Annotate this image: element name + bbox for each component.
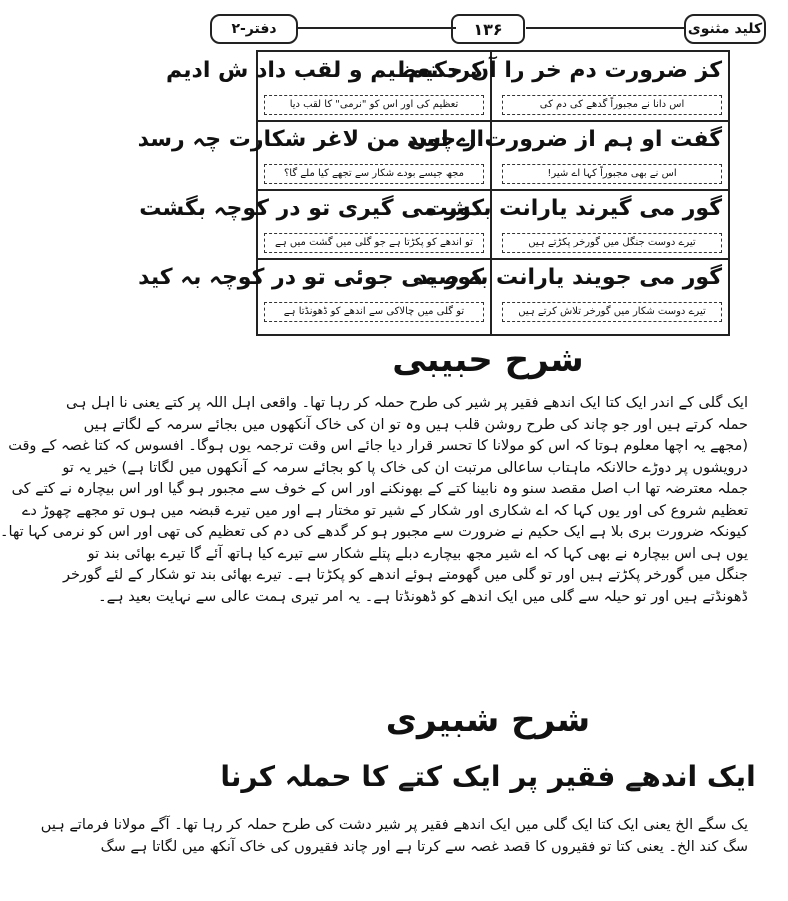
verse-text: کور می گیری تو در کوچہ بگشت xyxy=(139,196,484,221)
page-header xyxy=(210,14,766,44)
text-line: یک سگے الخ یعنی ایک کتا ایک گلی میں ایک اندھے فقیر پر شیر دشت کی طرح حملہ کر رہا تھا۔ آگے مولانا فرماتے ہیں xyxy=(40,817,748,833)
header-rule-right xyxy=(526,27,686,29)
verse-text: کز ضرورت دم خر را آں حکیم xyxy=(407,58,722,83)
page-number: ۱۳۶ xyxy=(451,14,525,44)
verse-cell-right xyxy=(425,190,728,259)
verse-row xyxy=(137,121,728,190)
verse-table xyxy=(137,50,730,336)
verse-row xyxy=(139,190,728,259)
verse-text: گفت او ہم از ضرورت اے اسد xyxy=(406,127,722,152)
verse-translation: تو گلی میں چالاکی سے اندھے کو ڈھونڈتا ہے xyxy=(264,302,484,322)
text-line: (مجھے یہ اچھا معلوم ہوتا کہ اس کو مولانا کا تحسر قرار دیا جائے اس وقت ترجمہ یوں ہوگا۔ افسوس کہ کتا غصہ کے وقت xyxy=(8,438,748,454)
verse-cell-left xyxy=(139,190,490,259)
text-line: درویشوں پر دوڑے حالانکہ ماہتاب ساعالی مرتبت ان کی خاک پا کو بجائے سرمہ کے آنکھوں میں لگاتا ہے) خیر یہ تو xyxy=(62,459,748,476)
verse-text: کور می جوئی تو در کوچہ بہ کید xyxy=(138,265,484,290)
text-line: حملہ کرتے ہیں اور جو چاند کی طرح روشن قلب ہیں وہ تو ان کی خاک آنکھوں میں بجائے سرمہ کے لگاتے ہیں xyxy=(83,416,748,433)
verse-row xyxy=(166,52,728,121)
section-heading: شرح حبیبی xyxy=(392,340,584,380)
verse-cell-left xyxy=(137,121,490,190)
verse-cell-right xyxy=(407,52,728,121)
verse-translation: تیرے دوست جنگل میں گورخر پکڑتے ہیں xyxy=(502,233,722,253)
verse-translation: تیرے دوست شکار میں گورخر تلاش کرتے ہیں xyxy=(502,302,722,322)
header-rule-left xyxy=(296,27,456,29)
commentary-paragraph xyxy=(0,393,748,608)
text-line: ڈھونڈتے ہیں اور تو حیلہ سے گلی میں ایک اندھے کو ڈھونڈتا ہے۔ یہ امر تیری ہمت عالی سے نہایت بعید ہے۔ xyxy=(98,588,748,605)
text-line: جملہ معترضہ تھا اب اصل مقصد سنو وہ نابینا کتے کے بھونکنے اور اس کے خوف سے مجبور ہو گیا اور اس بیچارہ نے کتے کی xyxy=(11,481,748,497)
text-line: جنگل میں گورخر پکڑتے ہیں اور تو گلی میں گھومتے ہوئے اندھے کو پکڑتا ہے۔ تیرے بھائی بند تو شکار کے لئے گورخر xyxy=(62,567,748,583)
verse-translation: تعظیم کی اور اس کو "نرمی" کا لقب دیا xyxy=(264,95,484,115)
verse-row xyxy=(138,259,728,328)
verse-cell-right xyxy=(406,121,728,190)
verse-cell-right xyxy=(416,259,728,328)
verse-cell-left xyxy=(166,52,490,121)
verse-text: گور می جویند یارانت بہ صید xyxy=(416,265,722,290)
section-subheading: ایک اندھے فقیر پر ایک کتے کا حملہ کرنا xyxy=(220,760,756,793)
verse-text: کرد تعظیم و لقب داد ش ادیم xyxy=(166,58,484,83)
commentary-paragraph xyxy=(40,815,748,858)
verse-translation: مجھ جیسے بودے شکار سے تجھے کیا ملے گا؟ xyxy=(264,164,484,184)
text-line: کیونکہ ضرورت بری بلا ہے ایک حکیم نے ضرورت سے مجبور ہو کر گدھے کی دم کی تعظیم کی تھی اور اس کو نرمی کہا تھا۔ xyxy=(0,524,748,540)
verse-translation: اس دانا نے مجبوراً گدھے کی دم کی xyxy=(502,95,722,115)
book-title: کلید مثنوی xyxy=(684,14,766,44)
text-line: تعظیم شروع کی اور یوں کہا کہ اے شکاری اور شکار کے شیر تو مختار ہے اور میں تیرے قبضہ میں ہوں تو مجھے چھوڑ دے xyxy=(21,502,748,519)
text-line: سگ کند الخ۔ یعنی کتا تو فقیروں کا قصد غصہ سے کرتا ہے اور چاند فقیروں کی خاک آنکھ میں لگاتا ہے سگ xyxy=(100,838,748,855)
verse-text: از چوں من لاغر شکارت چہ رسد xyxy=(137,127,484,152)
verse-translation: اس نے بھی مجبوراً کہا اے شیر! xyxy=(502,164,722,184)
volume-label: دفتر-۲ xyxy=(210,14,298,44)
text-line: ایک گلی کے اندر ایک کتا ایک اندھے فقیر پر شیر کی طرح حملہ کر رہا تھا۔ واقعی اہل اللہ پر کتے یعنی نا اہل ہی xyxy=(65,395,748,411)
verse-text: گور می گیرند یارانت بدشت xyxy=(425,196,722,221)
section-heading: شرح شبیری xyxy=(385,700,591,740)
text-line: یوں ہی اس بیچارہ نے بھی کہا کہ اے شیر مجھ بیچارے دبلے پتلے شکار سے تیرے کیا ہاتھ آئے گا تیرے بھائی بند تو xyxy=(87,545,748,562)
verse-cell-left xyxy=(138,259,490,328)
verse-translation: تو اندھے کو پکڑتا ہے جو گلی میں گشت میں ہے xyxy=(264,233,484,253)
